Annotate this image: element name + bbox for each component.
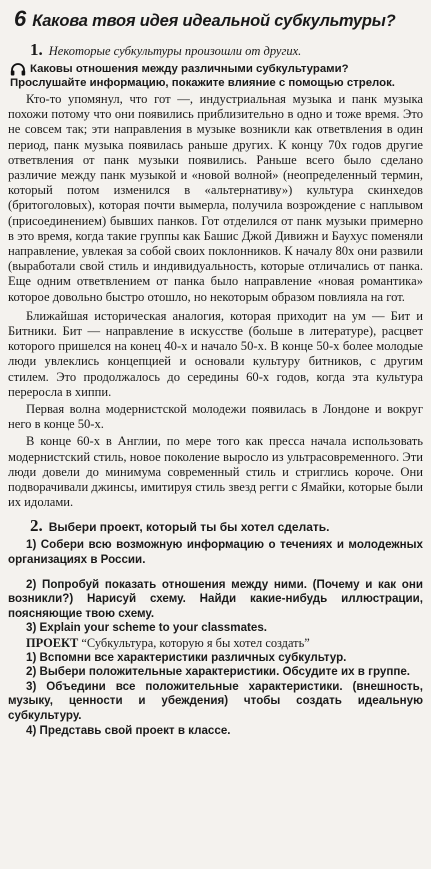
project-step: 1) Вспомни все характеристики различных субкультур. <box>26 650 347 664</box>
project-title: “Субкультура, которую я бы хотел создать” <box>81 636 310 651</box>
exercise-2-heading <box>30 516 423 536</box>
task-item: 2) Попробуй показать отношения между ними. (Почему и как они возникли?) Нарисуй схему. Найди какие-нибудь иллюстрации, поясняющие твою схему. <box>8 577 423 620</box>
page-title <box>14 6 423 32</box>
paragraph: Первая волна модернистской молодежи появилась в Лондоне и вокруг него в конце 50-х. <box>8 402 423 432</box>
exercise-1-number: 1. <box>30 40 43 59</box>
reading-text <box>8 92 423 510</box>
listening-question: Каковы отношения между различными субкультурами? <box>30 63 349 75</box>
listening-instruction: Прослушайте информацию, покажите влияние с помощью стрелок. <box>10 77 395 89</box>
paragraph: Кто-то упомянул, что гот —, индустриальная музыка и панк музыка похожи потому что они появились приблизительно в одно и тоже время. Это не совсем так; эти направления в музыке возникли как ответвления в один период, панк музыка появилась раньше других. К концу 70х годов другие ответвления от панк музыки появились. Раньше всего было сделано различие между панк музыкой и «новой волной» (неопределенный термин, который потом изменился в «альтернативу») культура скинхедов (бритоголовых), которая почти вымерла, получила возрождение с наплывом (присоединением) бывших панков. Гот отделился от панк музыки примерно в это время, когда такие группы как Башис Джой Дивижн и Баухус поменяли направление, увлекая за собой своих поклонников. К началу 80х они развили (выработали свой стиль и индивидуальность, которые отличались от панка. Еще одним ответвлением от панка было направление «новая романтика» которое довольно быстро отошло, но некоторым образом повлияла на гот. <box>8 92 423 304</box>
project-step: 4) Представь свой проект в классе. <box>26 723 231 737</box>
exercise-1-heading <box>30 40 423 60</box>
project-title-line <box>26 636 423 651</box>
section-title: Какова твоя идея идеальной субкультуры? <box>32 12 396 30</box>
exercise-1-intro: Некоторые субкультуры произошли от других. <box>48 44 302 58</box>
exercise-2-intro: Выбери проект, который ты бы хотел сделать. <box>48 520 330 535</box>
listening-task <box>10 62 423 76</box>
task-item: 1) Собери всю возможную информацию о течениях и молодежных организациях в России. <box>8 538 423 567</box>
task-item: 3) Explain your scheme to your classmates. <box>26 621 267 635</box>
paragraph: Ближайшая историческая аналогия, которая приходит на ум — Бит и Битники. Бит — направление в искусстве (больше в литературе), расцвет которого пришелся на конец 40-х и начало 50-х. В конце 50-х более молодые люди увлеклись концепцией и основали культуру битников, с другим стилем. Это продолжалось до середины 60-х годов, когда эта культура переросла в хиппи. <box>8 308 423 399</box>
paragraph: В конце 60-х в Англии, по мере того как пресса начала использовать модернистский стиль, новое поколение выросло из ультрасовременного. Эти люди довели до минимума современный стиль и стриглись короче. Они подворачивали джинсы, имитируя стиль звезд регги с Ямайки, которые были их идолами. <box>8 434 423 510</box>
project-label: ПРОЕКТ <box>26 636 79 651</box>
section-number: 6 <box>14 6 27 31</box>
exercise-2-number: 2. <box>30 516 43 536</box>
headphones-icon <box>10 63 26 76</box>
project-step: 2) Выбери положительные характеристики. Обсудите их в группе. <box>26 665 410 679</box>
project-step: 3) Объедини все положительные характеристики. (внешность, музыку, ценности и убеждения) чтобы создать идеальную субкультуру. <box>8 679 423 723</box>
